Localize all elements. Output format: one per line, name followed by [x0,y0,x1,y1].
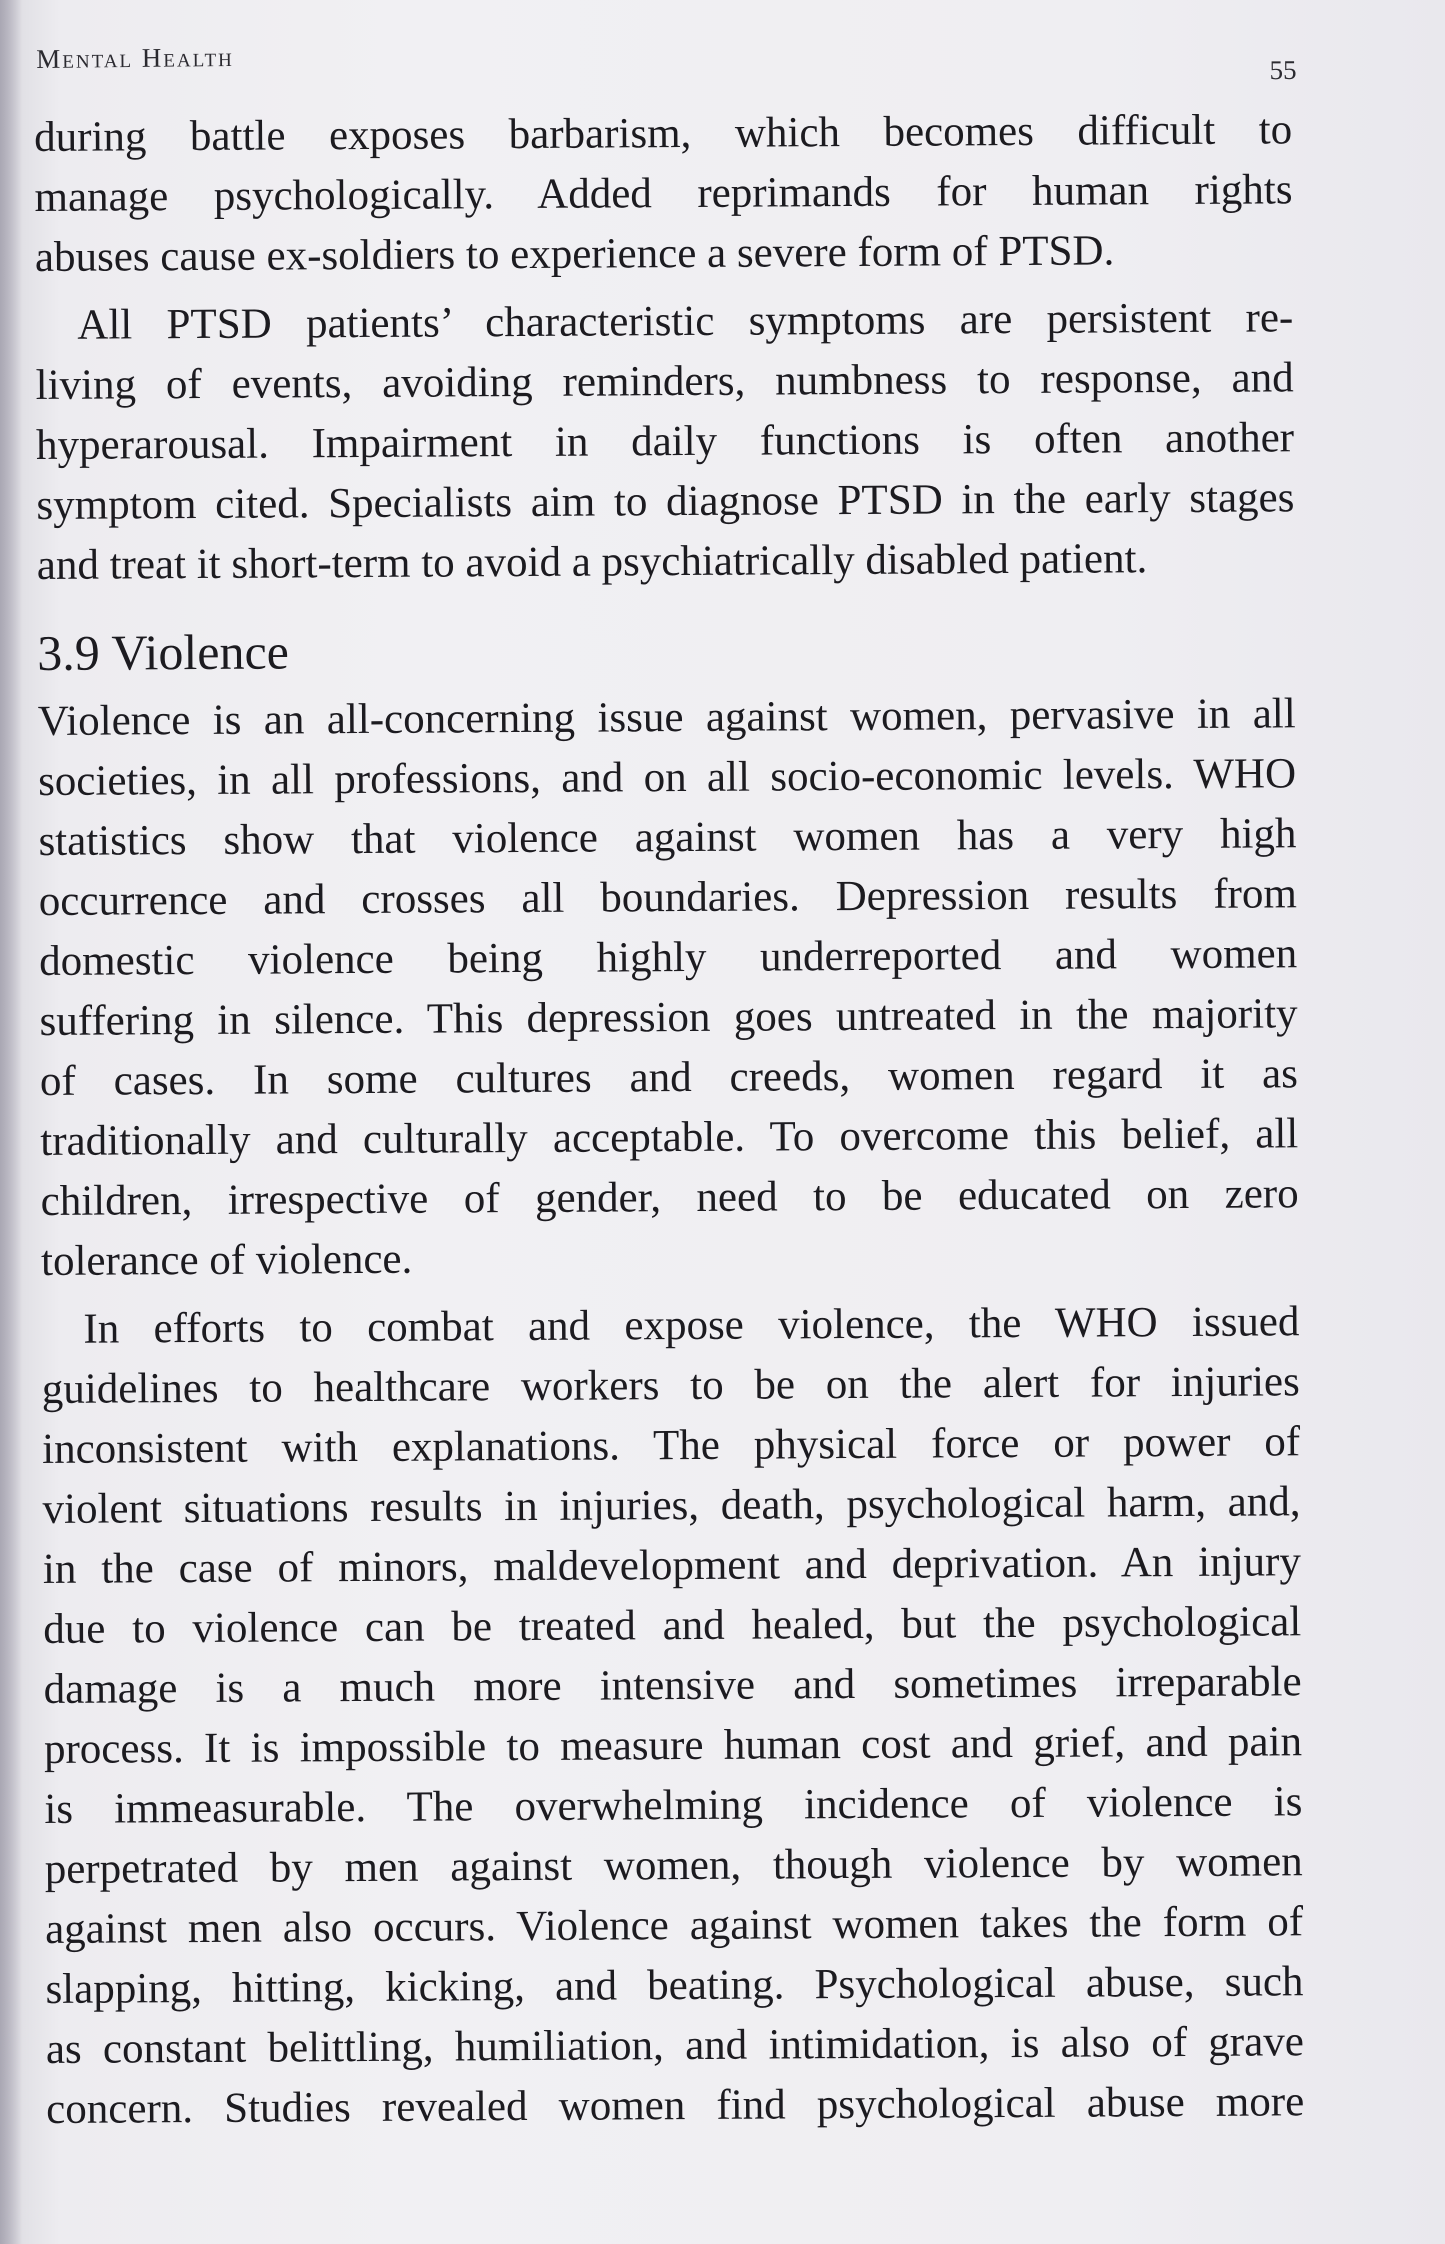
text-line: statistics show that violence against women has a very high [38,810,1297,865]
text-line: Violence is an all-concerning issue against women, pervasive in all [37,690,1296,745]
text-line: concern. Studies revealed women find psychological abuse more [46,2078,1305,2133]
text-line: All PTSD patients’ characteristic symptoms are persistent re- [77,294,1294,349]
text-line: process. It is impossible to measure human cost and grief, and pain [43,1718,1303,1773]
page-header [36,17,1297,100]
text-line: due to violence can be treated and healed, but the psychological [43,1598,1302,1653]
page-number: 55 [1269,54,1297,86]
text-line: symptom cited. Specialists aim to diagnose PTSD in the early stages [36,474,1295,529]
text-line: guidelines to healthcare workers to be on the alert for injuries [41,1358,1300,1413]
text-line: living of events, avoiding reminders, numbness to response, and [35,354,1294,409]
text-line: is immeasurable. The overwhelming incidence of violence is [44,1778,1303,1833]
running-head: Mental Health [36,41,234,74]
spine-shadow [0,0,22,2244]
text-line: inconsistent with explanations. The physical force or power of [42,1418,1301,1473]
section-heading: 3.9 Violence [37,623,290,681]
text-line: and treat it short-term to avoid a psychiatrically disabled patient. [36,535,1148,589]
text-line: perpetrated by men against women, though violence by women [44,1838,1303,1893]
paragraph-1 [34,100,1293,288]
text-line: In efforts to combat and expose violence, the WHO issued [83,1298,1300,1353]
text-line: societies, in all professions, and on all socio-economic levels. WHO [37,750,1297,805]
text-line: abuses cause ex-soldiers to experience a severe form of PTSD. [34,227,1115,281]
body-text [34,100,1304,2140]
text-line: tolerance of violence. [40,1235,413,1285]
text-line: of cases. In some cultures and creeds, women regard it as [39,1050,1299,1105]
text-line: occurrence and crosses all boundaries. Depression results from [38,870,1297,925]
text-line: as constant belittling, humiliation, and intimidation, is also of grave [45,2018,1304,2073]
paragraph-3 [38,684,1300,1292]
text-line: against men also occurs. Violence against women takes the form of [44,1898,1304,1953]
text-line: children, irrespective of gender, need to be educated on zero [40,1170,1299,1225]
paragraph-2 [35,288,1295,596]
text-line: hyperarousal. Impairment in daily functions is often another [35,414,1295,469]
text-line: slapping, hitting, kicking, and beating. Psychological abuse, such [45,1958,1304,2013]
text-line: in the case of minors, maldevelopment and deprivation. An injury [42,1538,1302,1593]
text-line: violent situations results in injuries, death, psychological harm, and, [42,1478,1301,1533]
text-line: suffering in silence. This depression goes untreated in the majority [39,990,1298,1045]
paragraph-4 [41,1292,1304,2140]
text-line: during battle exposes barbarism, which becomes difficult to [34,106,1293,161]
text-line: traditionally and culturally acceptable. To overcome this belief, all [40,1110,1299,1165]
text-line: manage psychologically. Added reprimands for human rights [34,166,1293,221]
text-line: domestic violence being highly underreported and women [39,930,1298,985]
text-line: damage is a much more intensive and sometimes irreparable [43,1658,1302,1713]
